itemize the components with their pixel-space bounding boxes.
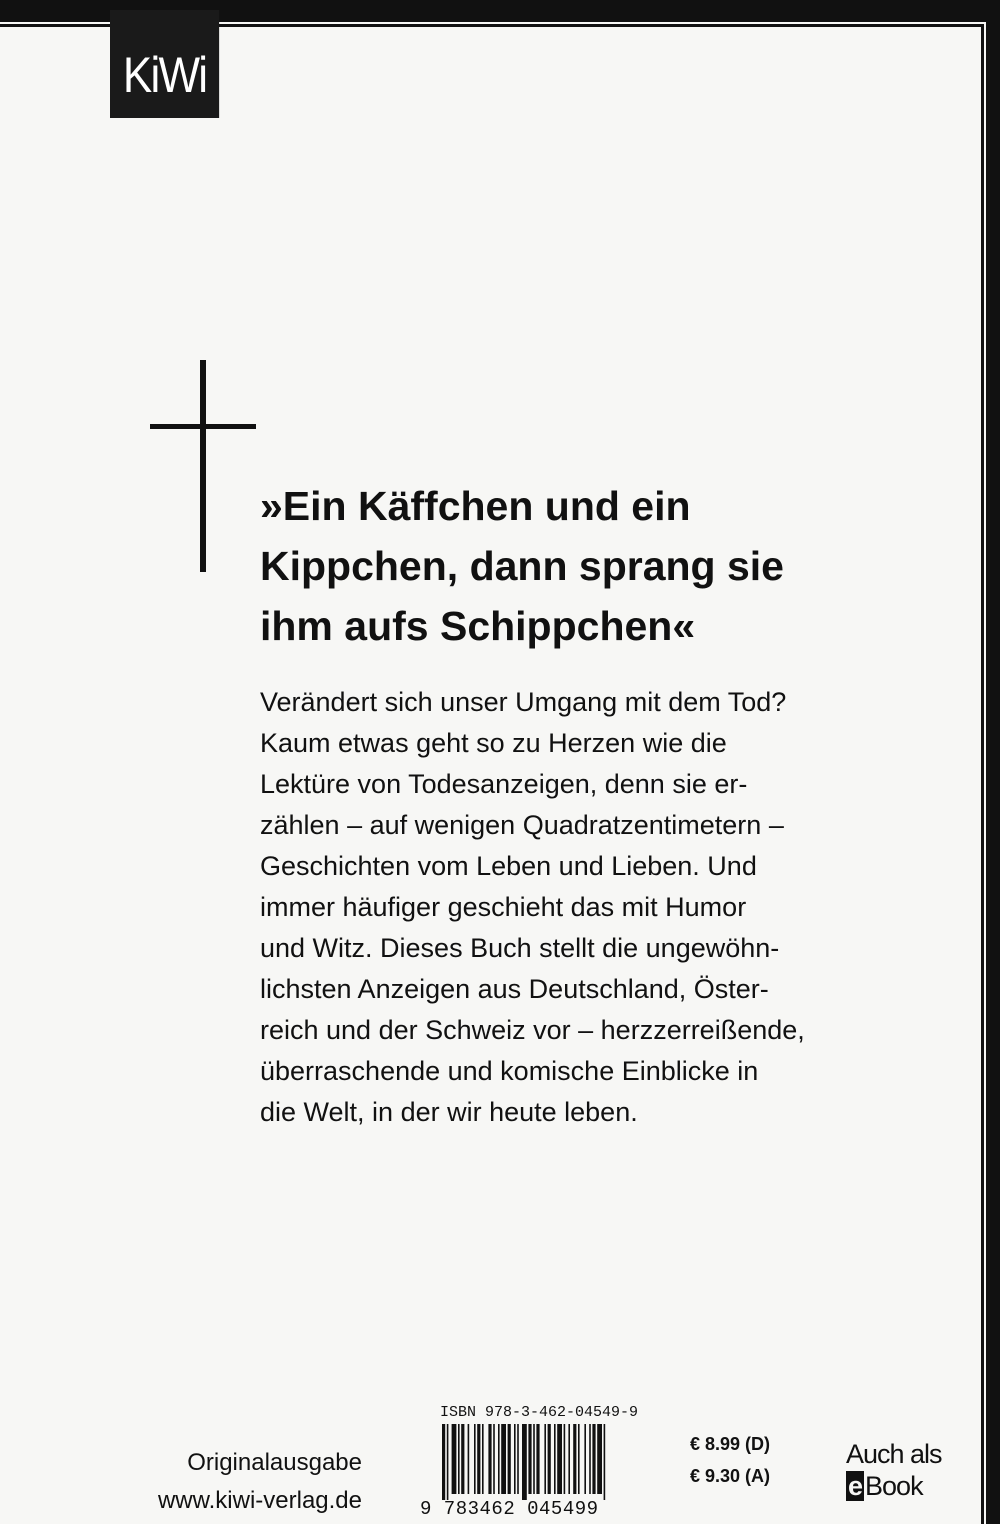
blurb-line: immer häufiger geschieht das mit Humor <box>260 892 747 922</box>
blurb-line: Geschichten vom Leben und Lieben. Und <box>260 851 757 881</box>
isbn-label: ISBN 978-3-462-04549-9 <box>440 1404 639 1421</box>
barcode-bar <box>589 1424 591 1494</box>
barcode-bar <box>508 1424 511 1494</box>
barcode-bar <box>592 1424 595 1494</box>
barcode-bar <box>557 1424 562 1494</box>
ebook-badge-line1: Auch als <box>846 1439 942 1469</box>
cross-icon-horizontal <box>150 424 256 429</box>
blurb-text <box>260 682 920 1133</box>
barcode-bar <box>544 1424 546 1494</box>
blurb-line: überraschende und komische Einblicke in <box>260 1056 759 1086</box>
barcode-digits: 9 783462 045499 <box>420 1498 599 1520</box>
price-germany: € 8.99 (D) <box>690 1434 771 1454</box>
blurb-line: Verändert sich unser Umgang mit dem Tod? <box>260 687 787 717</box>
blurb-line: zählen – auf wenigen Quadratzentimetern – <box>260 810 784 840</box>
kiwi-logo <box>110 10 219 118</box>
blurb-line: reich und der Schweiz vor – herzzerreißende, <box>260 1015 805 1045</box>
barcode-bar <box>447 1424 449 1500</box>
ebook-badge <box>846 1438 942 1502</box>
barcode-bar <box>554 1424 556 1494</box>
barcode-bar <box>468 1424 470 1494</box>
barcode-bar <box>568 1424 570 1494</box>
barcode-bar <box>597 1424 602 1494</box>
barcode-bar <box>522 1424 527 1500</box>
barcode-bar <box>477 1424 480 1494</box>
barcode-bar <box>458 1424 460 1494</box>
blurb-line: Kaum etwas geht so zu Herzen wie die <box>260 728 727 758</box>
publisher-website: www.kiwi-verlag.de <box>157 1487 362 1514</box>
barcode-bar <box>548 1424 551 1494</box>
barcode-bar <box>493 1424 495 1494</box>
barcode-bar <box>498 1424 500 1494</box>
barcode-bar <box>604 1424 606 1500</box>
blurb-line: und Witz. Dieses Buch stellt die ungewöhn- <box>260 933 780 963</box>
barcode-bar <box>564 1424 566 1494</box>
quote-line: »Ein Käffchen und ein <box>260 483 691 529</box>
blurb-line: Lektüre von Todesanzeigen, denn sie er- <box>260 769 748 799</box>
barcode-bar <box>514 1424 516 1494</box>
ebook-badge-line2 <box>846 1470 942 1502</box>
barcode-bar <box>482 1424 484 1494</box>
barcode-bar <box>517 1424 519 1494</box>
price-list <box>690 1428 770 1492</box>
ebook-book-word: Book <box>865 1471 923 1501</box>
barcode-bar <box>536 1424 539 1494</box>
headline-quote <box>260 476 910 656</box>
barcode-icon <box>440 1424 656 1500</box>
barcode-bar <box>578 1424 580 1494</box>
imprint <box>100 1444 362 1520</box>
edition-label: Originalausgabe <box>187 1449 362 1476</box>
blurb-line: lichsten Anzeigen aus Deutschland, Öster- <box>260 974 769 1004</box>
cross-icon-vertical <box>200 360 206 572</box>
barcode-bar <box>452 1424 457 1494</box>
price-austria: € 9.30 (A) <box>690 1466 771 1486</box>
barcode-bar <box>533 1424 535 1494</box>
barcode-bar <box>528 1424 531 1494</box>
ebook-e-letter: e <box>848 1471 863 1501</box>
blurb-line: die Welt, in der wir heute leben. <box>260 1097 638 1127</box>
quote-line: Kippchen, dann sprang sie <box>260 543 784 589</box>
barcode-bar <box>573 1424 576 1494</box>
barcode-bar <box>442 1424 445 1500</box>
quote-line: ihm aufs Schippchen« <box>260 603 696 649</box>
barcode-bar <box>488 1424 491 1494</box>
barcode-bar <box>501 1424 506 1494</box>
logo-text: KiWi <box>122 47 207 103</box>
barcode-bar <box>461 1424 464 1494</box>
barcode-bar <box>474 1424 476 1494</box>
barcode-bar <box>584 1424 586 1494</box>
